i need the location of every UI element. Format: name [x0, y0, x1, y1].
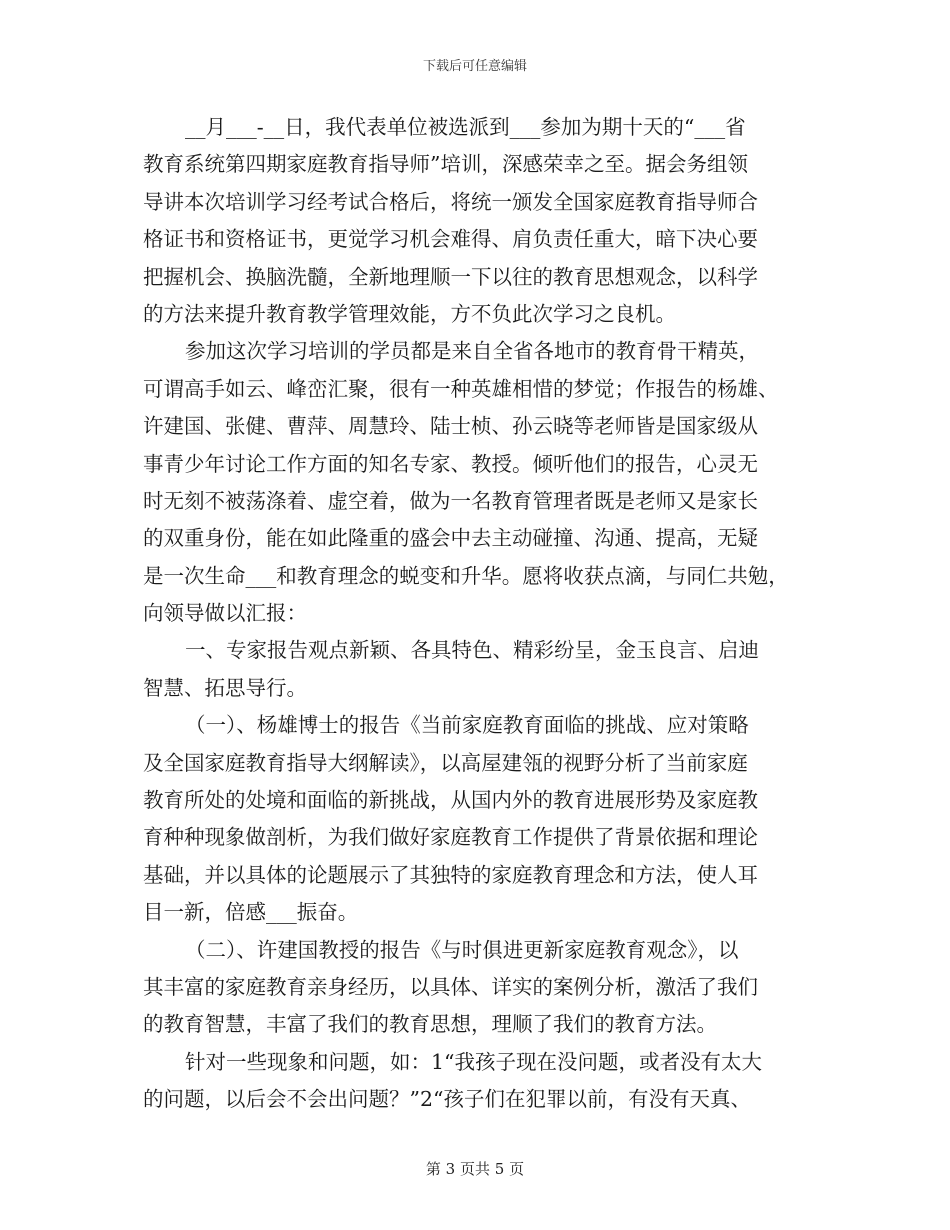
text-line: 向领导做以汇报： [143, 601, 307, 626]
text-line: 一、专家报告观点新颖、各具特色、精彩纷呈，金玉良言、启迪 [185, 638, 759, 663]
text-line: 教育所处的处境和面临的新挑战，从国内外的教育进展形势及家庭教 [143, 788, 758, 813]
text-line: （一）、杨雄博士的报告《当前家庭教育面临的挑战、应对策略 [185, 713, 749, 738]
text-line: 时无刻不被荡涤着、虚空着，做为一名教育管理者既是老师又是家长 [143, 488, 758, 513]
text-line: 的问题，以后会不会出问题？”2“孩子们在犯罪以前，有没有天真、 [143, 1087, 752, 1112]
text-line: 是一次生命___和教育理念的蜕变和升华。愿将收获点滴，与同仁共勉， [143, 563, 789, 588]
text-line: 的双重身份，能在如此隆重的盛会中去主动碰撞、沟通、提高，无疑 [143, 526, 758, 551]
text-line: 智慧、拓思导行。 [143, 675, 307, 700]
text-line: 其丰富的家庭教育亲身经历，以具体、详实的案例分析，激活了我们 [143, 974, 758, 999]
text-line: 格证书和资格证书，更觉学习机会难得、肩负责任重大，暗下决心要 [143, 227, 758, 252]
text-line: 把握机会、换脑洗髓，全新地理顺一下以往的教育思想观念，以科学 [143, 264, 758, 289]
text-line: 的教育智慧，丰富了我们的教育思想，理顺了我们的教育方法。 [143, 1012, 717, 1037]
text-line: __月___-__日，我代表单位被选派到___参加为期十天的“___省 [185, 115, 746, 139]
text-line: 育种种现象做剖析，为我们做好家庭教育工作提供了背景依据和理论 [143, 825, 758, 850]
text-line: 及全国家庭教育指导大纲解读》，以高屋建瓴的视野分析了当前家庭 [143, 750, 748, 775]
text-line: 许建国、张健、曹萍、周慧玲、陆士桢、孙云晓等老师皆是国家级从 [143, 414, 758, 439]
page-footer: 第 3 页共 5 页 [425, 1160, 525, 1178]
text-line: 参加这次学习培训的学员都是来自全省各地市的教育骨干精英， [185, 339, 759, 364]
text-line: 针对一些现象和问题，如：1“我孩子现在没问题，或者没有太大 [185, 1049, 763, 1074]
text-line: 目一新，倍感___振奋。 [143, 900, 359, 925]
text-line: 事青少年讨论工作方面的知名专家、教授。倾听他们的报告，心灵无 [143, 451, 758, 476]
text-line: （二）、许建国教授的报告《与时俱进更新家庭教育观念》，以 [185, 937, 739, 962]
page-header: 下载后可任意编辑 [422, 59, 527, 74]
text-line: 导讲本次培训学习经考试合格后，将统一颁发全国家庭教育指导师合 [143, 189, 758, 214]
text-line: 教育系统第四期家庭教育指导师”培训，深感荣幸之至。据会务组领 [143, 152, 748, 177]
text-line: 基础，并以具体的论题展示了其独特的家庭教育理念和方法，使人耳 [143, 862, 758, 887]
text-line: 可谓高手如云、峰峦汇聚，很有一种英雄相惜的梦觉；作报告的杨雄、 [143, 376, 779, 401]
document-body [143, 109, 807, 1119]
text-line: 的方法来提升教育教学管理效能，方不负此次学习之良机。 [143, 301, 676, 326]
